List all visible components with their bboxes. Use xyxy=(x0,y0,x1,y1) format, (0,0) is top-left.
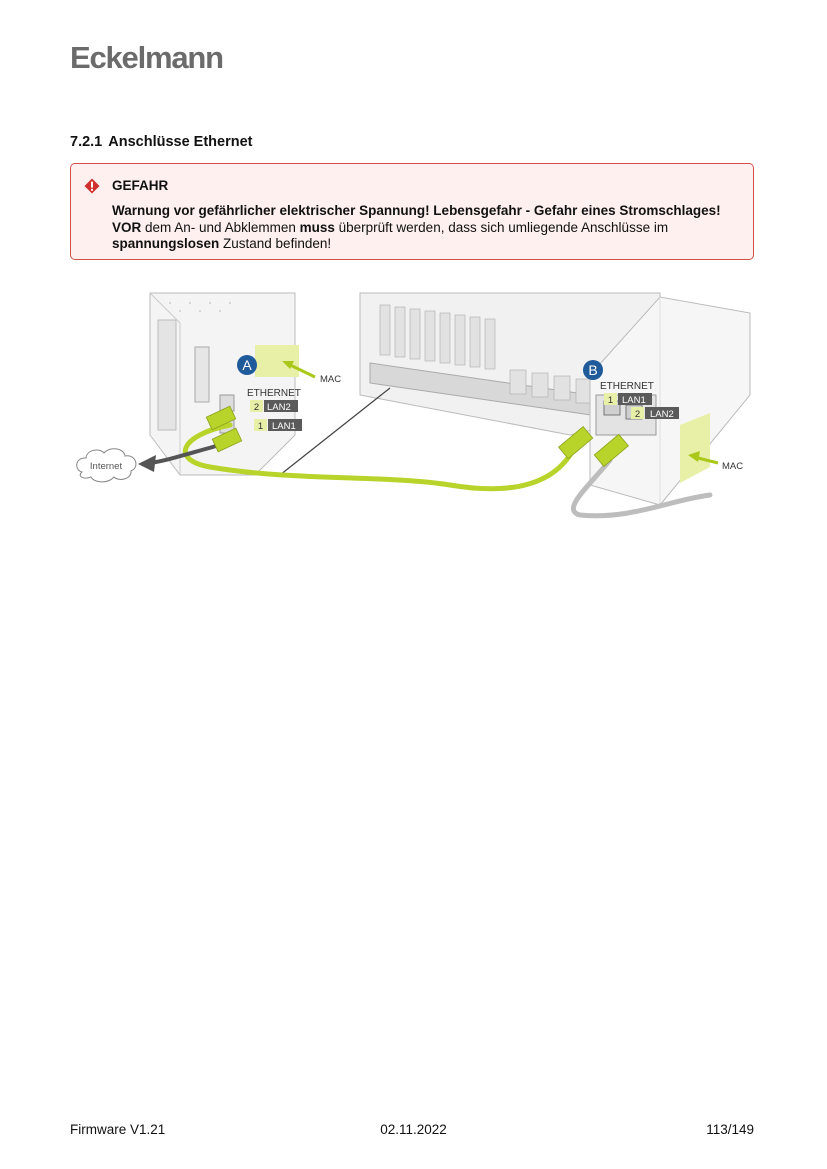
eckelmann-logo: Eckelmann xyxy=(70,40,223,75)
ethernet-label-a: ETHERNET xyxy=(247,388,301,399)
a-port-lan2-number: 2 xyxy=(253,402,260,413)
ethernet-label-b: ETHERNET xyxy=(600,381,654,392)
danger-warning-box xyxy=(70,163,754,260)
section-title-text: Anschlüsse Ethernet xyxy=(108,134,253,150)
b-port-lan2-name: LAN2 xyxy=(650,409,674,420)
danger-emph-spannungslosen: spannungslosen xyxy=(112,236,220,251)
danger-emph-muss: muss xyxy=(299,219,335,235)
mac-label-b: MAC xyxy=(722,461,744,472)
internet-arrow xyxy=(138,455,156,472)
internet-label: Internet xyxy=(89,461,123,472)
b-port-lan1-name: LAN1 xyxy=(622,395,646,406)
b-port-lan2-number: 2 xyxy=(634,409,641,420)
ethernet-connection-illustration xyxy=(70,285,760,525)
mac-label-a: MAC xyxy=(320,374,342,385)
marker-a-label: A xyxy=(242,357,252,373)
danger-line-1: Warnung vor gefährlicher elektrischer Spannung! Lebensgefahr - Gefahr eines Stromschlages! xyxy=(112,203,721,218)
section-number: 7.2.1 xyxy=(70,134,103,150)
a-port-lan1-name: LAN1 xyxy=(272,421,296,432)
section-heading xyxy=(70,134,253,150)
marker-b-label: B xyxy=(588,362,598,378)
danger-text-part: Zustand befinden! xyxy=(219,236,332,251)
footer-firmware: Firmware V1.21 xyxy=(70,1122,166,1137)
a-port-lan1-number: 1 xyxy=(257,421,264,432)
danger-text xyxy=(112,203,742,253)
a-port-lan2-name: LAN2 xyxy=(267,402,291,413)
mac-patch-b xyxy=(680,413,710,483)
footer-page-number: 113/149 xyxy=(706,1122,754,1137)
danger-text-part: überprüft werden, dass sich umliegende Anschlüsse im xyxy=(334,219,669,235)
danger-diamond-icon xyxy=(84,178,100,194)
footer-date: 02.11.2022 xyxy=(380,1122,447,1137)
danger-text-part: dem An- und Abklemmen xyxy=(141,219,300,235)
danger-emph-vor: VOR xyxy=(112,219,142,235)
danger-title: GEFAHR xyxy=(112,178,169,193)
b-port-lan1-number: 1 xyxy=(607,395,614,406)
